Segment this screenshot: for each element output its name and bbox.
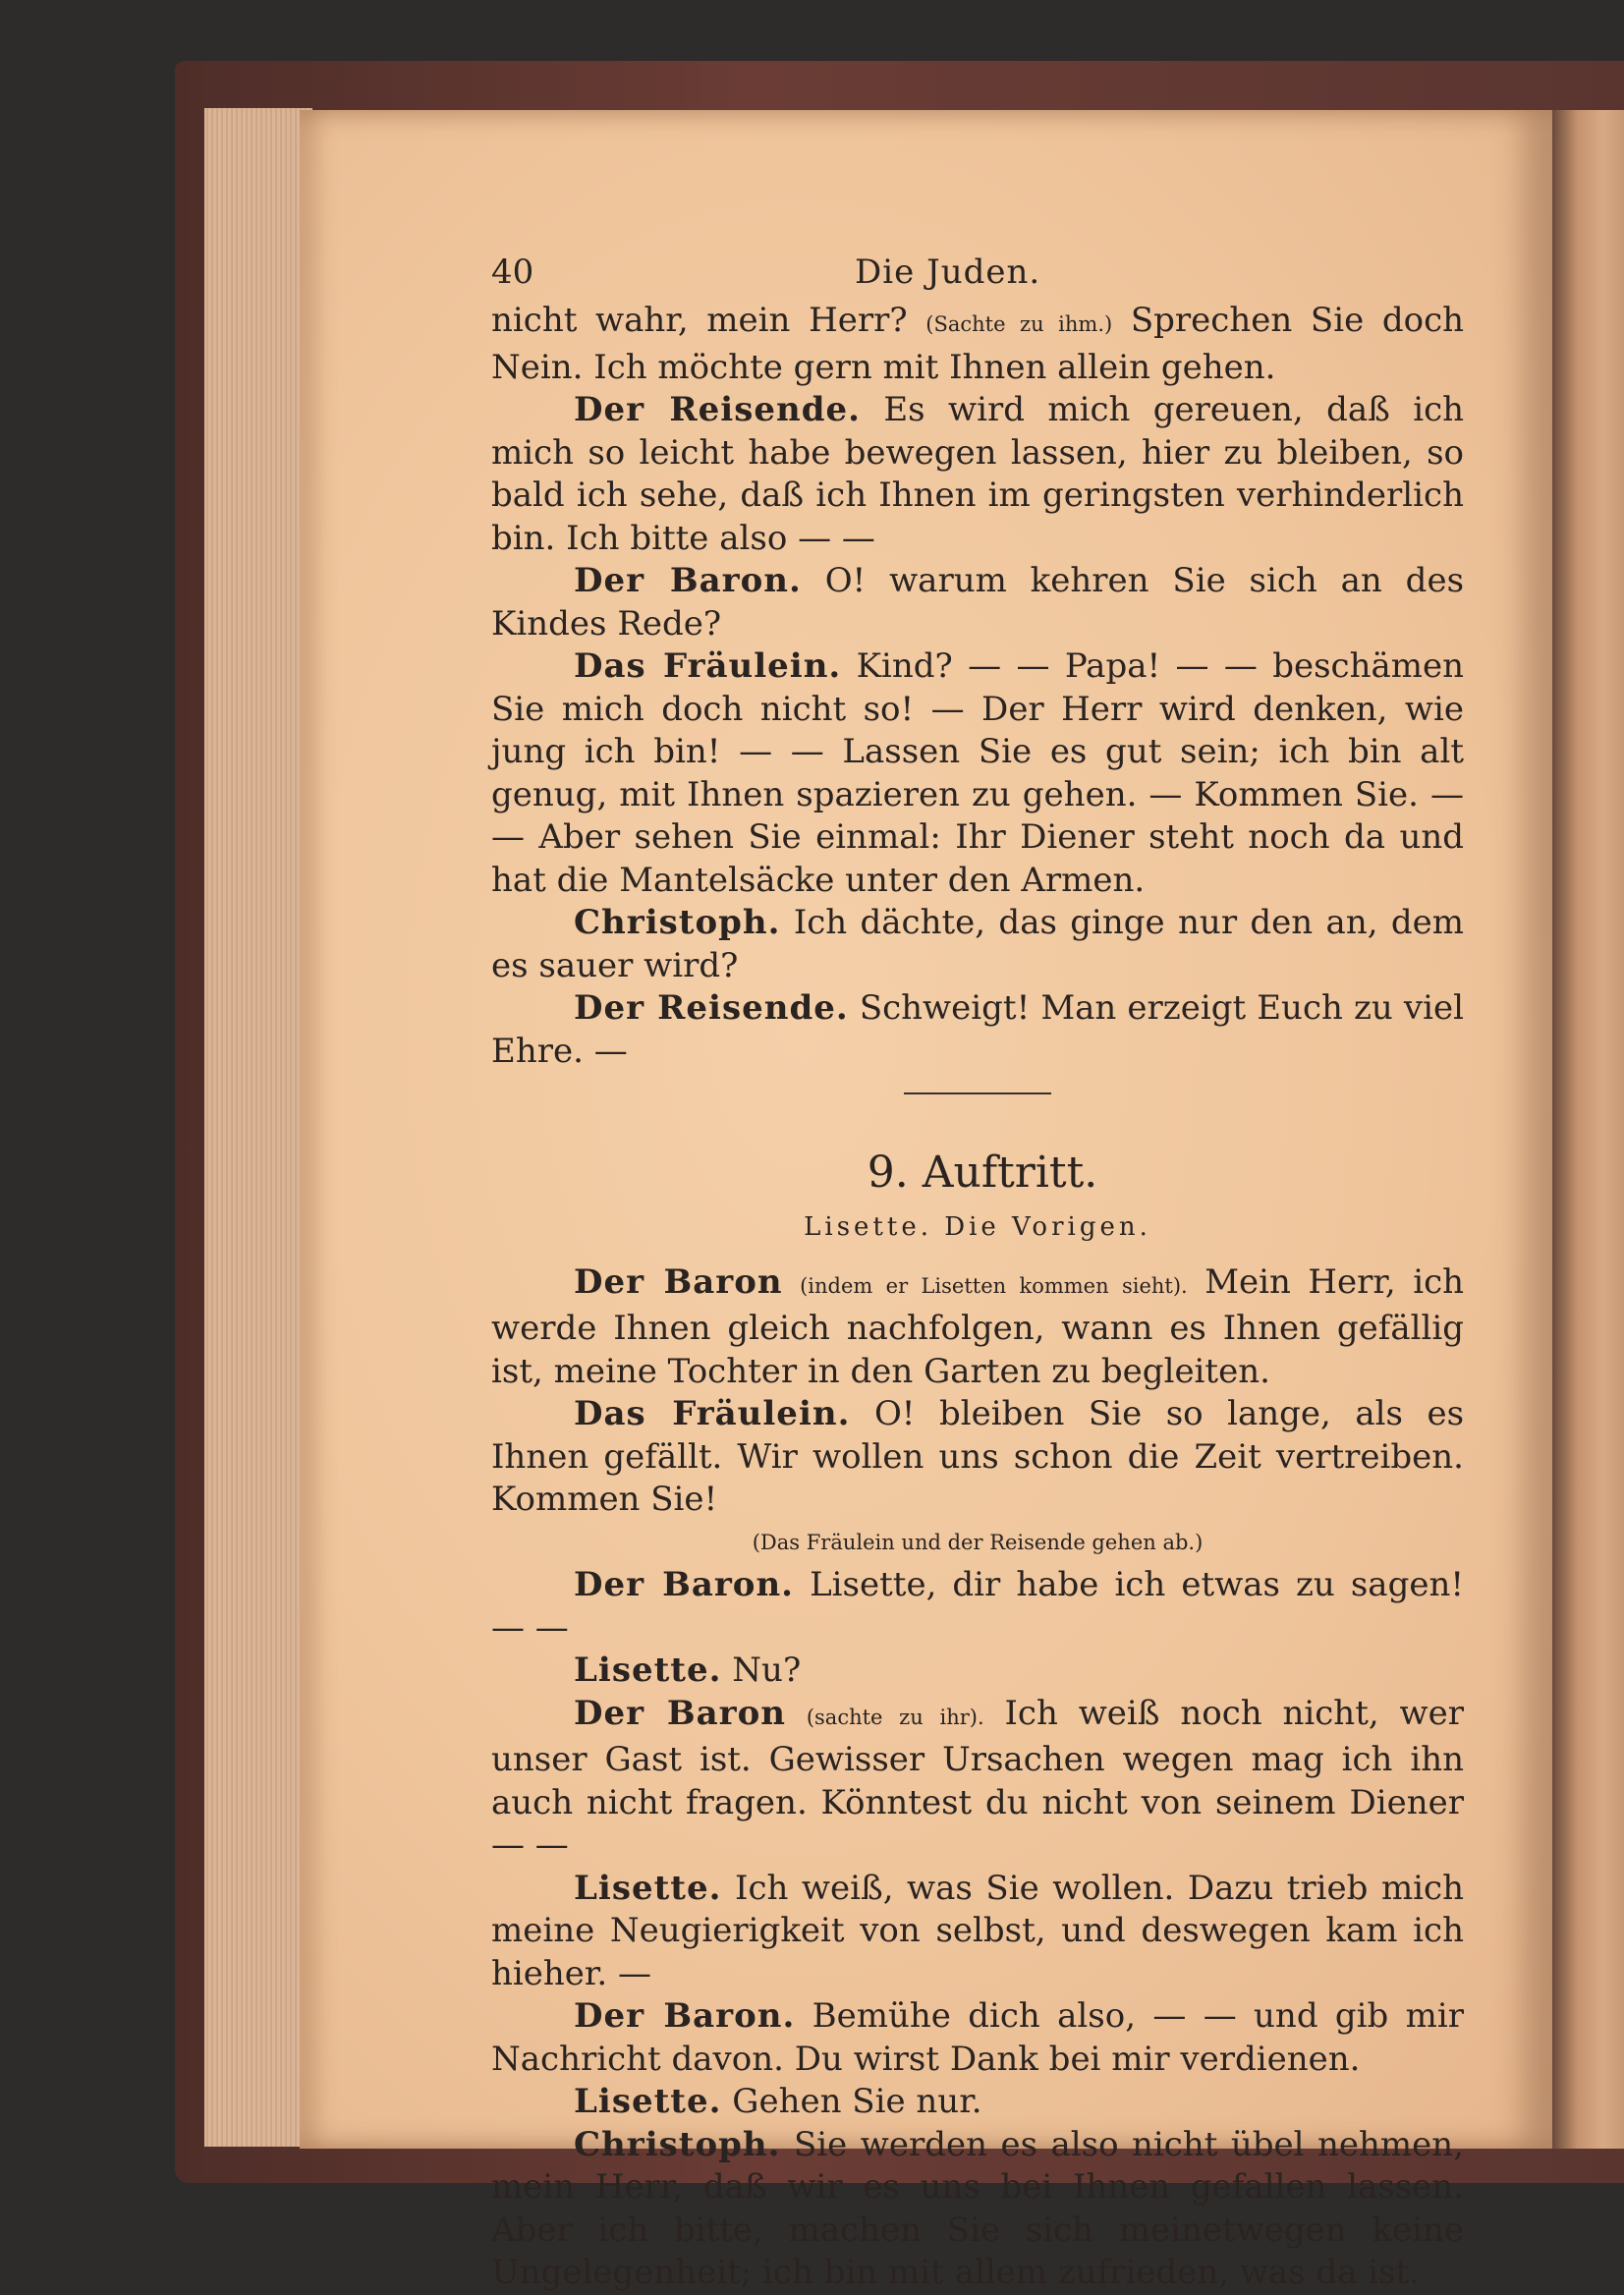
speaker-name: Lisette. xyxy=(574,1868,722,1908)
speaker-name: Der Baron xyxy=(574,1261,783,1302)
dialogue-text: Lisette, dir habe ich etwas zu sagen! — — xyxy=(491,1565,1465,1648)
dialogue-text: O! bleiben Sie so lange, als es Ihnen gefällt. Wir wollen uns schon die Zeit vertreiben. Kommen Sie! xyxy=(491,1394,1465,1519)
dialogue-paragraph xyxy=(491,1693,1464,1868)
dialogue-paragraph xyxy=(491,2081,1464,2124)
book-gutter xyxy=(1552,110,1624,2149)
stage-direction-centered: (Das Fräulein und der Reisende gehen ab.) xyxy=(752,1530,1204,1554)
dialogue-text: Ich weiß noch nicht, wer unser Gast ist. Gewisser Ursachen wegen mag ich ihn auch nicht fragen. Könntest du nicht von seinem Diener — — xyxy=(491,1693,1464,1865)
dialogue-paragraph xyxy=(491,902,1464,987)
section-divider xyxy=(904,1092,1051,1094)
dialogue-text: Gehen Sie nur. xyxy=(732,2082,982,2121)
scene-characters: Lisette. Die Vorigen. xyxy=(804,1212,1151,1242)
text-block xyxy=(491,241,1464,2295)
speaker-name: Das Fräulein. xyxy=(574,646,842,686)
dialogue-paragraph xyxy=(491,1261,1464,1394)
dialogue-text: Sprechen Sie doch Nein. Ich möchte gern mit Ihnen allein gehen. xyxy=(491,301,1465,387)
dialogue-text: Nu? xyxy=(732,1651,802,1690)
speaker-name: Der Reisende. xyxy=(574,988,849,1028)
stage-direction: (Sachte zu ihm.) xyxy=(925,312,1113,336)
speaker-name: Der Baron. xyxy=(574,1565,795,1604)
dialogue-paragraph xyxy=(491,645,1464,902)
dialogue-text: Es wird mich gereuen, daß ich mich so leicht habe bewegen lassen, hier zu bleiben, so bald ich sehe, daß ich Ihnen im geringsten verhinderlich bin. Ich bitte also — — xyxy=(491,390,1465,558)
speaker-name: Christoph. xyxy=(574,903,781,942)
dialogue-paragraph xyxy=(491,1868,1464,1996)
speaker-name: Der Baron xyxy=(574,1693,786,1733)
dialogue-paragraph xyxy=(491,1564,1464,1650)
speaker-name: Der Reisende. xyxy=(574,390,861,429)
body-text xyxy=(491,300,1464,2295)
dialogue-text: Ich weiß, was Sie wollen. Dazu trieb mich meine Neugierigkeit von selbst, und deswegen kam ich hieher. — xyxy=(491,1868,1464,1993)
dialogue-text: Bemühe dich also, — — und gib mir Nachricht davon. Du wirst Dank bei mir verdienen. xyxy=(491,1996,1465,2079)
dialogue-paragraph xyxy=(491,2124,1464,2295)
dialogue-text: Schweigt! Man erzeigt Euch zu viel Ehre. — xyxy=(491,988,1464,1071)
page-number: 40 xyxy=(491,252,534,292)
speaker-name: Lisette. xyxy=(574,1651,722,1690)
dialogue-text: Mein Herr, ich werde Ihnen gleich nachfolgen, wann es Ihnen gefällig ist, meine Tochter in den Garten zu begleiten. xyxy=(491,1261,1465,1391)
running-title: Die Juden. xyxy=(855,252,1041,292)
dialogue-paragraph xyxy=(491,1393,1464,1522)
speaker-name: Christoph. xyxy=(574,2124,781,2164)
speaker-name: Das Fräulein. xyxy=(574,1394,851,1433)
dialogue-text: O! warum kehren Sie sich an des Kindes Rede? xyxy=(491,561,1465,644)
speaker-name: Der Baron. xyxy=(574,1996,796,2036)
dialogue-text: Kind? — — Papa! — — beschämen Sie mich doch nicht so! — Der Herr wird denken, wie jung ich bin! — — Lassen Sie es gut sein; ich bin alt genug, mit Ihnen spazieren zu gehen. — Kommen Sie. — — Aber sehen Sie einmal: Ihr Diener steht noch da und hat die Mantelsäcke unter den Armen. xyxy=(491,646,1465,900)
scene-heading: 9. Auftritt. xyxy=(867,1148,1098,1198)
page-edges xyxy=(204,108,312,2147)
dialogue-paragraph xyxy=(491,987,1464,1073)
dialogue-text: Ich dächte, das ginge nur den an, dem es sauer wird? xyxy=(491,903,1464,985)
dialogue-paragraph xyxy=(491,1995,1464,2081)
speaker-name: Lisette. xyxy=(574,2082,722,2121)
dialogue-paragraph xyxy=(491,1650,1464,1693)
paragraph-continuation xyxy=(491,300,1464,389)
dialogue-text: nicht wahr, mein Herr? xyxy=(491,301,908,340)
stage-direction: (sachte zu ihr). xyxy=(806,1705,984,1729)
stage-direction: (indem er Lisetten kommen sieht). xyxy=(800,1273,1188,1298)
speaker-name: Der Baron. xyxy=(574,561,802,600)
dialogue-text: Sie werden es also nicht übel nehmen, mein Herr, daß wir es uns bei Ihnen gefallen lassen. Aber ich bitte, machen Sie sich meinetwegen keine Ungelegenheit; ich bin mit allem zufrieden, was da ist. xyxy=(491,2124,1464,2292)
dialogue-paragraph xyxy=(491,389,1464,560)
dialogue-paragraph xyxy=(491,560,1464,645)
running-head xyxy=(491,241,1464,300)
